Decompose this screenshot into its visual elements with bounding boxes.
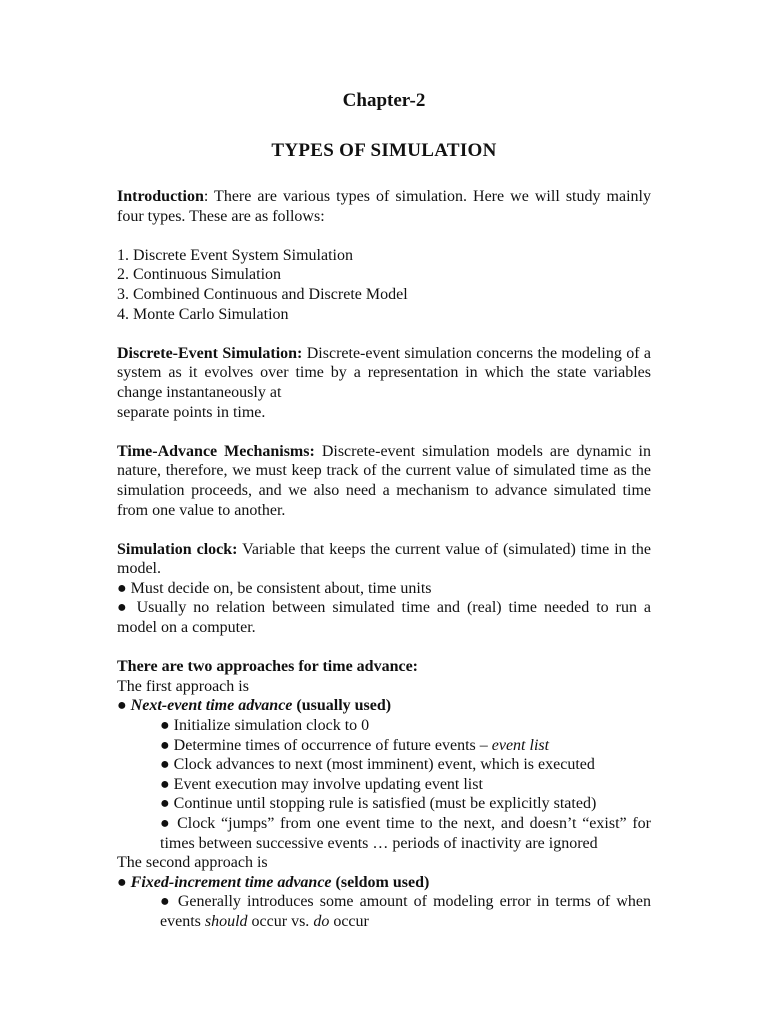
document-body — [117, 187, 651, 932]
intro-paragraph — [117, 187, 651, 226]
list-item: ● Initialize simulation clock to 0 — [160, 717, 370, 735]
first-approach-intro: The first approach is — [117, 677, 249, 695]
discrete-event-text-cont: separate points in time. — [117, 403, 266, 421]
list-item: ● Clock advances to next (most imminent) event, which is executed — [160, 756, 595, 774]
intro-label: Introduction — [117, 188, 204, 205]
list-item: 3. Combined Continuous and Discrete Model — [117, 285, 408, 303]
list-item: 2. Continuous Simulation — [117, 266, 282, 284]
first-approach-items — [117, 716, 651, 834]
intro-text: : There are various types of simulation. Here we will study mainly four types. These are as follows: — [117, 188, 651, 225]
second-approach-title: ● Fixed-increment time advance (seldom used) — [117, 873, 430, 891]
sim-clock-text: Variable that keeps the current value of (simulated) time in the model. — [117, 540, 651, 578]
list-item: ● Determine times of occurrence of future events – event list — [160, 736, 550, 754]
discrete-event-label: Discrete-Event Simulation: — [117, 344, 303, 362]
sim-clock-paragraph — [117, 540, 651, 579]
approaches-heading: There are two approaches for time advance: — [117, 658, 418, 676]
list-item-cont: times between successive events … periods of inactivity are ignored — [160, 834, 598, 852]
time-advance-label: Time-Advance Mechanisms: — [117, 442, 315, 460]
discrete-event-paragraph — [117, 344, 651, 403]
fixed-increment-term: Fixed-increment time advance — [130, 873, 332, 891]
second-approach-intro: The second approach is — [117, 854, 268, 872]
list-item-cont: events should occur vs. do occur — [160, 912, 369, 930]
discrete-event-text: Discrete-event simulation concerns the modeling of a system as it evolves over time by a representation in which the state variables change instantaneously at — [117, 344, 651, 401]
time-advance-paragraph — [117, 442, 651, 520]
list-item: 4. Monte Carlo Simulation — [117, 305, 289, 323]
types-list — [117, 246, 651, 324]
event-list-term: event list — [491, 736, 550, 754]
time-advance-text: Discrete-event simulation models are dynamic in nature, therefore, we must keep track of the current value of simulated time as the simulation proceeds, and we also need a mechanism to advance simulated time from one value to another. — [117, 442, 652, 519]
sim-clock-bullet: ● Must decide on, be consistent about, time units — [117, 579, 432, 597]
list-item: 1. Discrete Event System Simulation — [117, 246, 353, 264]
list-item: ● Event execution may involve updating event list — [160, 775, 483, 793]
chapter-heading: Chapter-2 — [342, 90, 426, 111]
chapter-title: TYPES OF SIMULATION — [271, 140, 497, 161]
first-approach-title: ● Next-event time advance (usually used) — [117, 697, 392, 715]
list-item: ● Clock “jumps” from one event time to the next, and doesn’t “exist” for — [160, 815, 651, 832]
second-approach-items — [117, 892, 651, 912]
list-item: ● Generally introduces some amount of modeling error in terms of when — [160, 893, 651, 911]
list-item: ● Continue until stopping rule is satisfied (must be explicitly stated) — [160, 795, 597, 813]
sim-clock-label: Simulation clock: — [117, 540, 238, 558]
sim-clock-bullet: ● Usually no relation between simulated time and (real) time needed to run a model on a computer. — [117, 599, 651, 637]
next-event-term: Next-event time advance — [130, 697, 293, 715]
